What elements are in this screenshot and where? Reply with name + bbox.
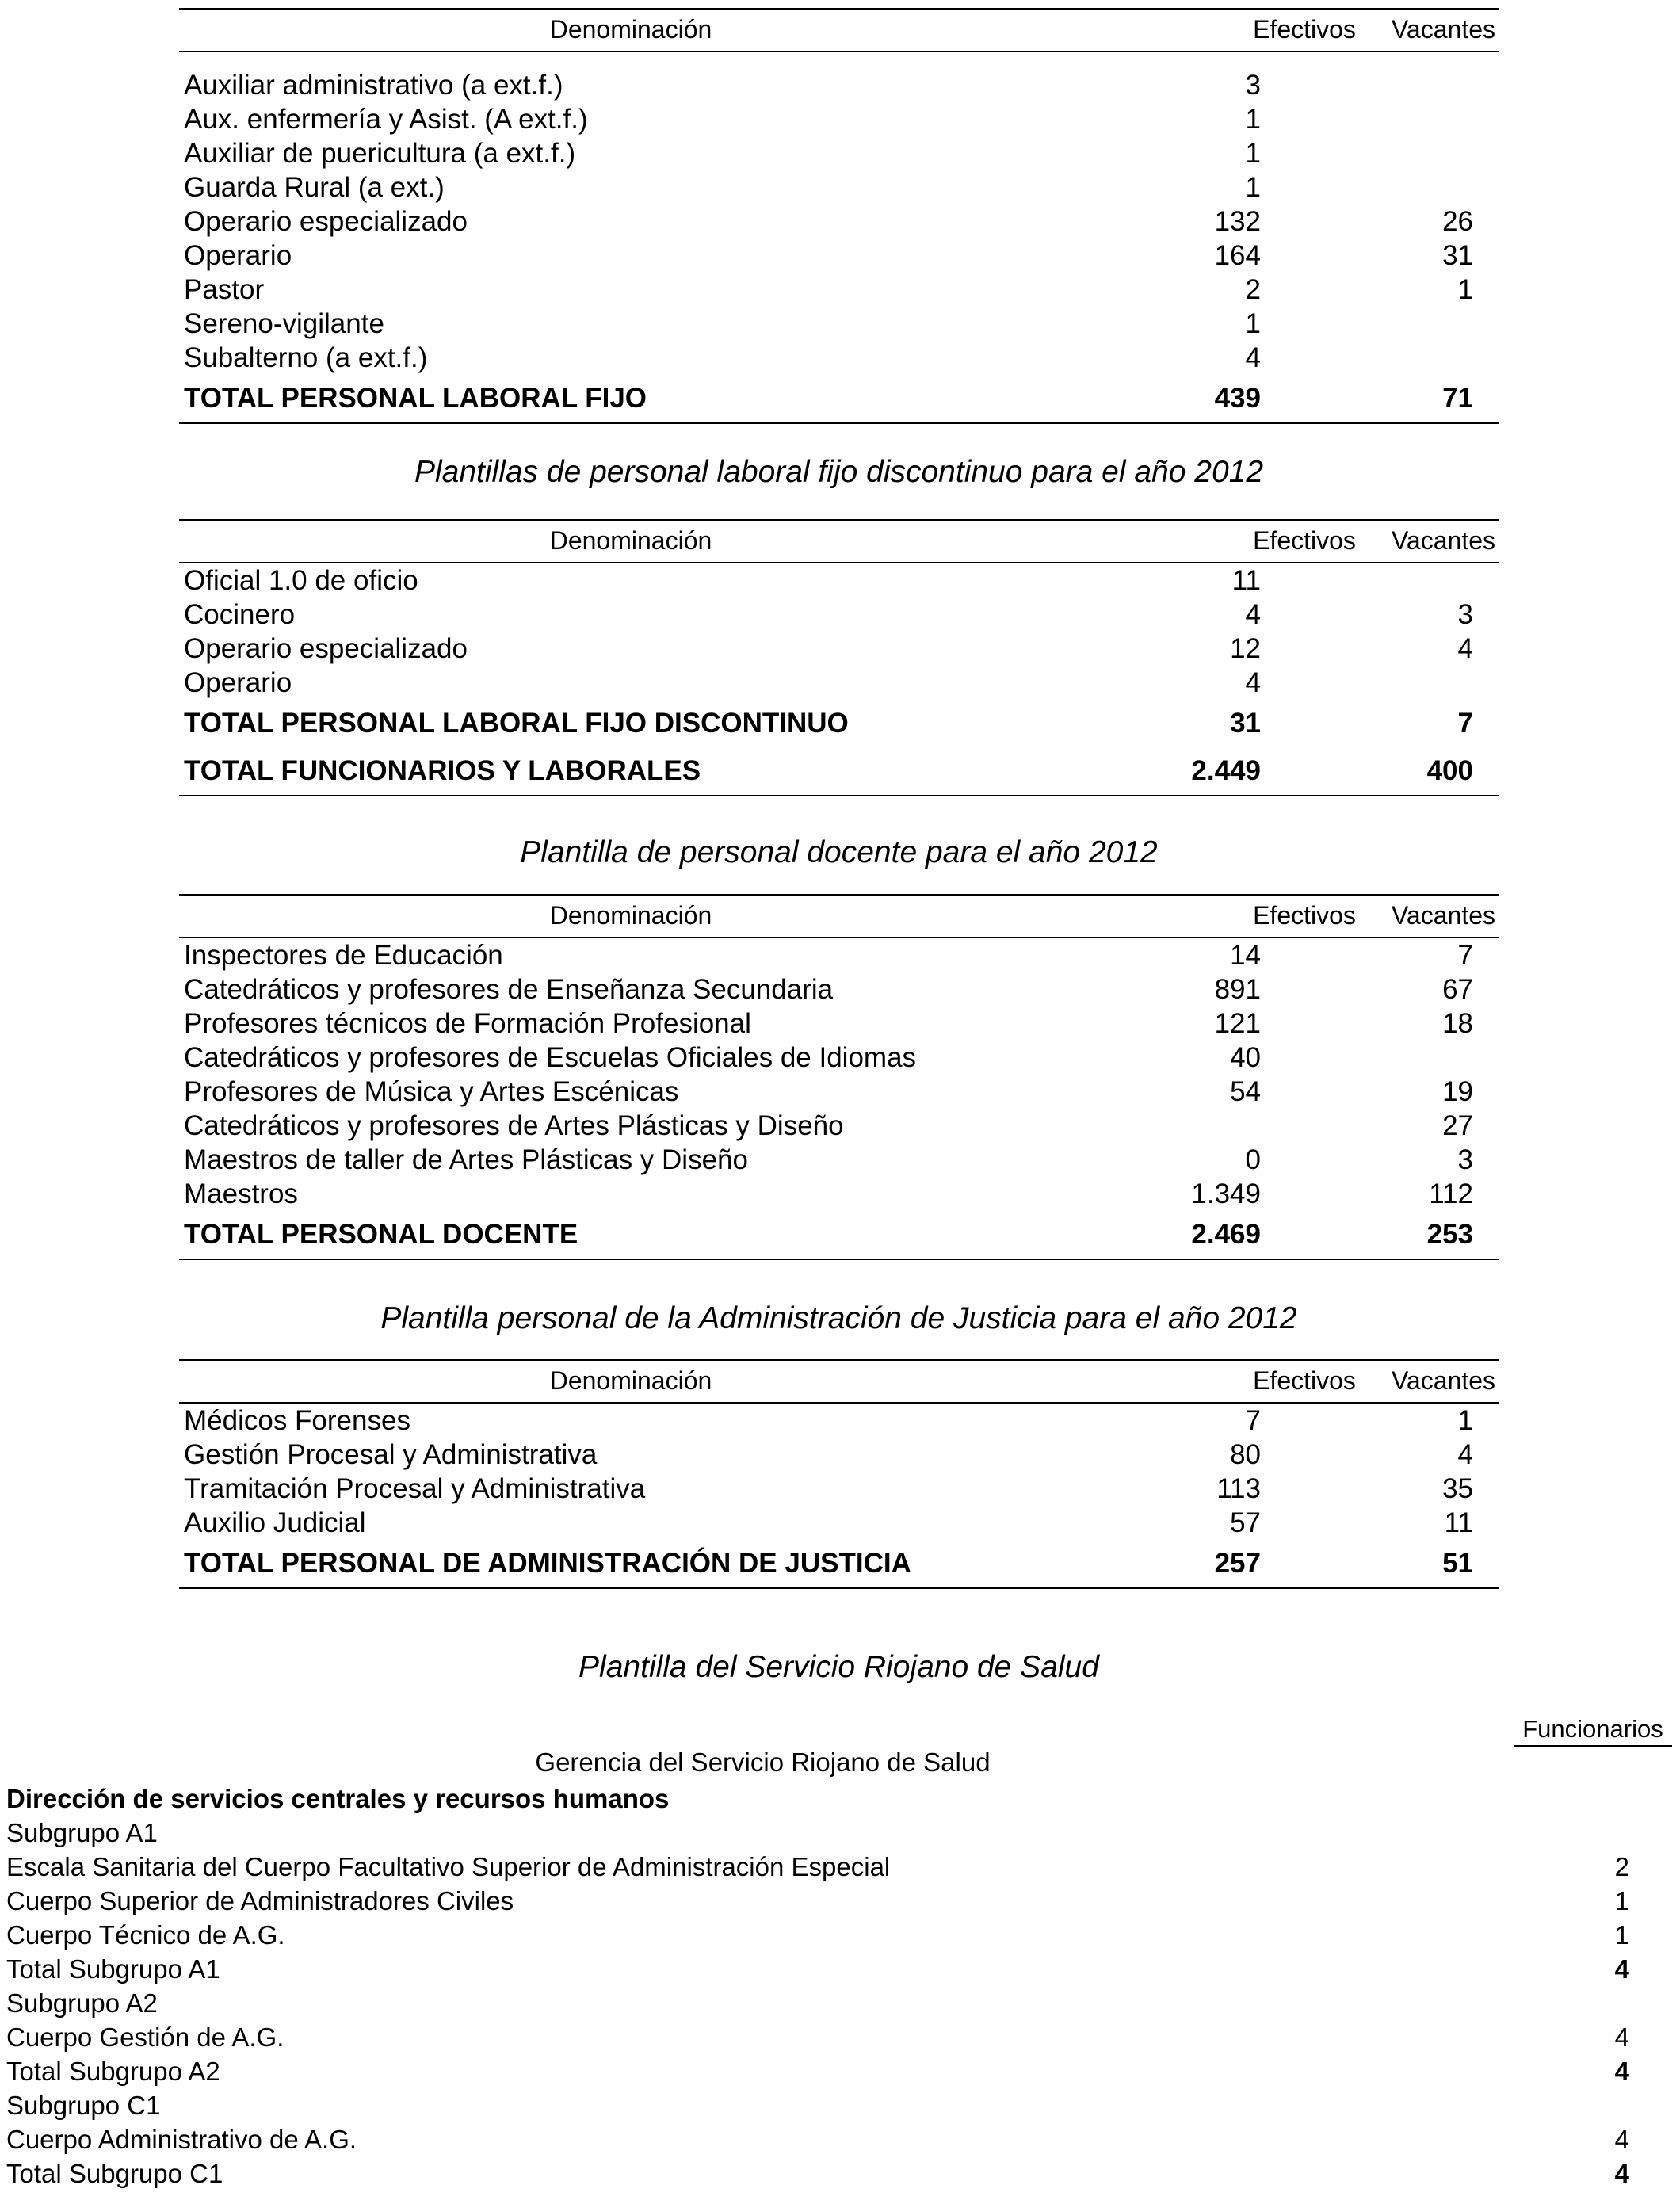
table-row: Oficial 1.0 de oficio 11: [184, 565, 1261, 596]
table-bottom-rule: [179, 795, 1499, 796]
list-item: Subgrupo C1: [6, 2091, 161, 2120]
table-row: Operario 4: [184, 667, 1261, 698]
table-docente: [179, 894, 1499, 1260]
list-item: Escala Sanitaria del Cuerpo Facultativo Superior de Administración Especial 2: [6, 1852, 1629, 1881]
list-item: Total Subgrupo A2 4: [6, 2057, 1629, 2086]
header-efectivos: Efectivos: [1253, 526, 1356, 555]
table-header: [179, 519, 1499, 563]
header-vacantes: Vacantes: [1391, 901, 1495, 930]
header-efectivos: Efectivos: [1253, 15, 1356, 44]
table-row: Tramitación Procesal y Administrativa 113 35: [184, 1473, 1473, 1504]
header-vacantes: Vacantes: [1391, 526, 1495, 555]
header-denominacion: Denominación: [549, 15, 712, 44]
table-row: Auxiliar de puericultura (a ext.f.) 1: [184, 138, 1261, 169]
table-laboral-fijo: [179, 8, 1499, 424]
list-item: Cuerpo Gestión de A.G. 4: [6, 2022, 1629, 2052]
table-header: [179, 894, 1499, 938]
table-row: Médicos Forenses 7 1: [184, 1405, 1473, 1436]
header-denominacion: Denominación: [549, 526, 712, 555]
table-row: Operario 164 31: [184, 240, 1473, 271]
header-denominacion: Denominación: [549, 1366, 712, 1395]
table-row: Gestión Procesal y Administrativa 80 4: [184, 1439, 1473, 1470]
table-bottom-rule: [179, 1587, 1499, 1589]
gerencia-heading: Gerencia del Servicio Riojano de Salud: [535, 1747, 991, 1777]
table-row: Subalterno (a ext.f.) 4: [184, 342, 1261, 373]
table-row: Catedráticos y profesores de Escuelas Oficiales de Idiomas 40: [184, 1042, 1261, 1073]
total-row: TOTAL PERSONAL LABORAL FIJO 439 71: [184, 383, 1473, 414]
list-item: Total Subgrupo C1 4: [6, 2159, 1629, 2188]
list-item: Subgrupo A1: [6, 1818, 158, 1847]
table-row: Pastor 2 1: [184, 274, 1473, 305]
table-row: Operario especializado 132 26: [184, 206, 1473, 237]
table-row: Inspectores de Educación 14 7: [184, 940, 1473, 971]
total-row: TOTAL PERSONAL DE ADMINISTRACIÓN DE JUSTICIA 257 51: [184, 1548, 1473, 1579]
list-item: Subgrupo A2: [6, 1988, 158, 2018]
table-row: Cocinero 4 3: [184, 599, 1473, 630]
list-item: Cuerpo Administrativo de A.G. 4: [6, 2125, 1629, 2154]
table-row: Auxiliar administrativo (a ext.f.) 3: [184, 70, 1261, 101]
table-row: Sereno-vigilante 1: [184, 308, 1261, 339]
table-row: Auxilio Judicial 57 11: [184, 1507, 1473, 1538]
table-row: Operario especializado 12 4: [184, 633, 1473, 664]
header-vacantes: Vacantes: [1391, 15, 1495, 44]
total-row: TOTAL PERSONAL LABORAL FIJO DISCONTINUO 31 7: [184, 708, 1473, 739]
grand-total-row: TOTAL FUNCIONARIOS Y LABORALES 2.449 400: [184, 755, 1473, 786]
header-efectivos: Efectivos: [1253, 901, 1356, 930]
table-bottom-rule: [179, 422, 1499, 424]
section-title: Plantilla de personal docente para el año 2012: [520, 835, 1158, 869]
table-row: Profesores técnicos de Formación Profesional 121 18: [184, 1008, 1473, 1039]
table-row: Maestros 1.349 112: [184, 1178, 1473, 1209]
funcionarios-header: Funcionarios: [1514, 1713, 1672, 1747]
list-item: Total Subgrupo A1 4: [6, 1954, 1629, 1984]
table-justicia: [179, 1359, 1499, 1589]
table-row: Profesores de Música y Artes Escénicas 54 19: [184, 1076, 1473, 1107]
salud-list: [0, 1782, 1680, 2190]
table-header: [179, 8, 1499, 52]
header-denominacion: Denominación: [549, 901, 712, 930]
section-title: Plantilla personal de la Administración de Justicia para el año 2012: [380, 1301, 1297, 1335]
table-row: Catedráticos y profesores de Artes Plásticas y Diseño 27: [184, 1110, 1473, 1141]
section-title: Plantillas de personal laboral fijo discontinuo para el año 2012: [414, 455, 1264, 489]
table-laboral-discontinuo: [179, 519, 1499, 796]
table-row: Guarda Rural (a ext.) 1: [184, 172, 1261, 203]
list-item: Dirección de servicios centrales y recursos humanos: [6, 1784, 670, 1813]
table-row: Aux. enfermería y Asist. (A ext.f.) 1: [184, 104, 1261, 135]
header-vacantes: Vacantes: [1391, 1366, 1495, 1395]
section-title: Plantilla del Servicio Riojano de Salud: [578, 1650, 1099, 1684]
table-header: [179, 1359, 1499, 1404]
table-bottom-rule: [179, 1259, 1499, 1260]
table-row: Maestros de taller de Artes Plásticas y Diseño 0 3: [184, 1144, 1473, 1175]
total-row: TOTAL PERSONAL DOCENTE 2.469 253: [184, 1219, 1473, 1250]
list-item: Cuerpo Técnico de A.G. 1: [6, 1920, 1629, 1950]
table-row: Catedráticos y profesores de Enseñanza Secundaria 891 67: [184, 974, 1473, 1005]
header-efectivos: Efectivos: [1253, 1366, 1356, 1395]
list-item: Cuerpo Superior de Administradores Civiles 1: [6, 1886, 1629, 1915]
